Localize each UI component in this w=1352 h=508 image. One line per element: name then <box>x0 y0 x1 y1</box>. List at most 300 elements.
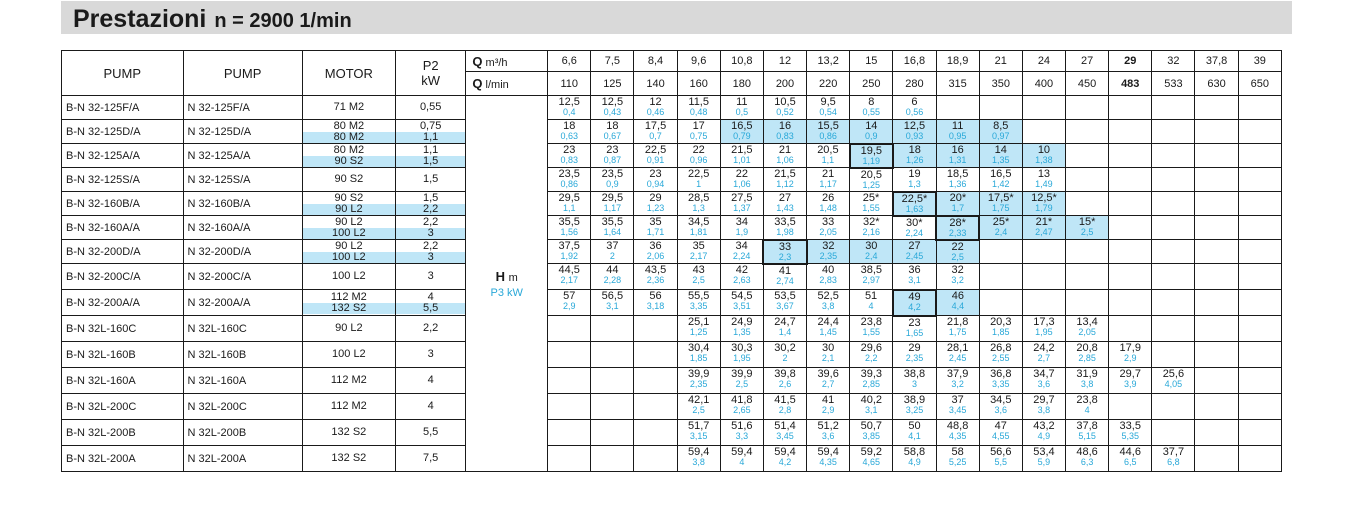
empty-cell <box>1195 420 1238 446</box>
table-row <box>62 316 1282 342</box>
p3-value: 4,55 <box>992 431 1010 441</box>
head-value: 15* <box>1078 216 1096 228</box>
p3-value: 2,85 <box>862 379 881 389</box>
speed-subtitle: n = 2900 1/min <box>214 10 352 32</box>
performance-cell <box>850 342 893 368</box>
empty-cell <box>1238 368 1281 394</box>
h-unit: m <box>508 271 518 284</box>
p3-value: 1,43 <box>776 203 794 213</box>
performance-cell <box>763 446 806 472</box>
empty-cell <box>1109 120 1152 144</box>
performance-cell <box>720 342 763 368</box>
p3-value: 2,85 <box>1078 353 1096 363</box>
empty-cell <box>1238 342 1281 368</box>
head-value: 35 <box>649 216 662 228</box>
head-value: 18 <box>908 144 921 156</box>
empty-cell <box>1152 342 1195 368</box>
p3-value: 2,5 <box>951 251 964 262</box>
pump-model-n: N 32-125D/A <box>183 120 302 144</box>
pump-model-n: N 32L-200B <box>183 420 302 446</box>
performance-cell <box>979 446 1022 472</box>
pump-model-bn: B-N 32-200C/A <box>62 264 184 290</box>
p3-value: 0,86 <box>819 131 837 141</box>
head-value: 33 <box>822 216 835 228</box>
pump-model-n: N 32-200A/A <box>183 290 302 316</box>
empty-cell <box>591 316 634 342</box>
p3-value: 1,55 <box>862 203 880 213</box>
empty-cell <box>548 368 591 394</box>
head-value: 22 <box>735 168 748 180</box>
empty-cell <box>548 394 591 420</box>
empty-cell <box>1238 120 1281 144</box>
empty-cell <box>591 394 634 420</box>
p3-value: 1,19 <box>862 155 881 166</box>
p3-value: 3,8 <box>1080 379 1094 389</box>
performance-cell <box>677 420 720 446</box>
head-value: 20* <box>949 192 967 204</box>
performance-cell <box>763 368 806 394</box>
pump-model-bn: B-N 32L-160C <box>62 316 184 342</box>
p3-value: 1,95 <box>733 353 751 363</box>
empty-cell <box>1238 290 1281 316</box>
head-value: 31,9 <box>1076 368 1098 380</box>
performance-cell <box>850 144 893 168</box>
empty-cell <box>1022 264 1065 290</box>
head-value: 37,7 <box>1162 446 1185 458</box>
p3-value: 2,2 <box>865 353 878 363</box>
motor-cell <box>302 264 395 290</box>
p3-value: 4,1 <box>908 431 921 441</box>
q-m3h-value: 27 <box>1066 51 1109 72</box>
empty-cell <box>1238 168 1281 192</box>
p3-value: 1,1 <box>821 155 835 165</box>
p3-value: 2,35 <box>905 353 924 363</box>
q-lmin-value: 250 <box>850 72 893 96</box>
empty-cell <box>979 240 1022 264</box>
performance-cell <box>1022 168 1065 192</box>
motor-value: 90 L2 <box>335 322 363 334</box>
performance-cell <box>634 144 677 168</box>
performance-cell <box>1152 446 1195 472</box>
motor-cell <box>302 394 395 420</box>
h-label <box>466 269 547 284</box>
head-value: 53,5 <box>774 290 796 302</box>
head-value: 20,5 <box>817 144 839 156</box>
head-value: 11 <box>951 120 964 132</box>
p3-value: 3,2 <box>951 379 964 389</box>
head-value: 33,5 <box>774 216 796 228</box>
performance-cell <box>936 342 979 368</box>
empty-cell <box>1195 216 1238 240</box>
pump-model-bn: B-N 32-125S/A <box>62 168 184 192</box>
performance-cell <box>936 240 979 264</box>
p3-value: 1,85 <box>992 327 1010 337</box>
p2-cell <box>395 216 465 240</box>
pump-model-bn: B-N 32-200D/A <box>62 240 184 264</box>
page-title <box>73 5 352 35</box>
head-value: 12 <box>649 96 662 108</box>
head-value: 39,9 <box>687 368 710 380</box>
head-value: 17,9 <box>1119 342 1141 354</box>
head-value: 40,2 <box>860 394 883 406</box>
p3-value: 1,55 <box>862 327 881 337</box>
empty-cell <box>634 368 677 394</box>
table-row <box>62 420 1282 446</box>
head-value: 50 <box>908 420 921 432</box>
performance-cell <box>1022 368 1065 394</box>
p3-value: 2,05 <box>1078 327 1096 337</box>
performance-cell <box>677 192 720 216</box>
head-value: 37,5 <box>558 240 580 252</box>
performance-cell <box>893 96 936 120</box>
performance-cell <box>893 264 936 290</box>
p2-cell <box>395 290 465 316</box>
p3-value: 1,01 <box>733 155 751 165</box>
head-value: 59,4 <box>687 446 710 458</box>
empty-cell <box>1238 394 1281 420</box>
p3-value: 2,45 <box>905 251 924 261</box>
performance-cell <box>720 120 763 144</box>
performance-cell <box>720 316 763 342</box>
performance-cell <box>763 216 806 240</box>
head-value: 59,4 <box>817 446 839 458</box>
empty-cell <box>1195 192 1238 216</box>
pump-model-bn: B-N 32-125F/A <box>62 96 184 120</box>
p3-value: 3,2 <box>951 275 964 285</box>
performance-cell <box>720 446 763 472</box>
performance-cell <box>677 342 720 368</box>
head-value: 12,5 <box>558 96 580 108</box>
head-value: 51 <box>864 290 878 302</box>
p3-value: 4,2 <box>778 457 792 467</box>
table-row <box>62 96 1282 120</box>
performance-cell <box>720 368 763 394</box>
performance-cell <box>893 192 936 216</box>
empty-cell <box>1238 420 1281 446</box>
performance-cell <box>720 96 763 120</box>
table-row <box>62 120 1282 144</box>
performance-cell <box>893 394 936 420</box>
performance-cell <box>807 446 850 472</box>
p3-value: 0,93 <box>905 131 924 141</box>
q-lmin-symbol: Q <box>472 76 483 91</box>
p3-value: 1,64 <box>603 227 622 237</box>
empty-cell <box>1238 264 1281 290</box>
performance-cell <box>936 446 979 472</box>
performance-cell <box>807 394 850 420</box>
p3-value: 5,9 <box>1037 457 1051 467</box>
performance-cell <box>634 192 677 216</box>
p3-value: 1,48 <box>819 203 837 213</box>
performance-cell <box>591 216 634 240</box>
p2-unit: kW <box>421 73 441 88</box>
performance-cell <box>893 420 936 446</box>
p3-value: 0,9 <box>865 131 878 141</box>
p3-value: 2,4 <box>994 227 1008 237</box>
head-value: 51,2 <box>817 420 839 432</box>
q-lmin-value: 350 <box>979 72 1022 96</box>
performance-cell <box>1066 420 1109 446</box>
performance-cell <box>720 290 763 316</box>
p3-label: P3 kW <box>490 286 523 299</box>
performance-cell <box>936 420 979 446</box>
head-value: 36 <box>908 264 921 276</box>
p3-value: 4,2 <box>908 301 921 312</box>
pump-model-bn: B-N 32L-200A <box>62 446 184 472</box>
p3-value: 2,1 <box>821 353 835 363</box>
performance-cell <box>850 316 893 342</box>
head-value: 23,5 <box>558 168 580 180</box>
empty-cell <box>1109 264 1152 290</box>
head-value: 13,4 <box>1076 316 1098 328</box>
empty-cell <box>1109 168 1152 192</box>
motor-value: 80 M2 <box>333 143 365 156</box>
p3-value: 0,86 <box>560 179 578 189</box>
head-value: 20,3 <box>990 316 1012 328</box>
performance-cell <box>677 216 720 240</box>
performance-cell <box>720 216 763 240</box>
motor-cell <box>302 216 395 240</box>
empty-cell <box>1066 290 1109 316</box>
head-value: 16,5 <box>990 168 1012 180</box>
table-row <box>62 216 1282 240</box>
head-value: 9,5 <box>820 96 836 108</box>
performance-cell <box>763 394 806 420</box>
empty-cell <box>634 342 677 368</box>
q-lmin-value: 180 <box>720 72 763 96</box>
p2-cell <box>395 192 465 216</box>
performance-cell <box>548 96 591 120</box>
p3-value: 3,1 <box>606 301 619 311</box>
head-value: 19 <box>908 168 921 180</box>
q-m3h-value: 21 <box>979 51 1022 72</box>
performance-cell <box>1022 342 1065 368</box>
p3-value: 1,63 <box>905 203 924 214</box>
pump-model-bn: B-N 32-125D/A <box>62 120 184 144</box>
p3-value: 0,83 <box>776 131 794 141</box>
head-value: 25* <box>992 216 1010 228</box>
p3-value: 2,33 <box>948 227 967 238</box>
p3-value: 2,35 <box>819 251 838 261</box>
head-value: 37,9 <box>946 368 969 380</box>
p3-value: 1,1 <box>562 203 576 213</box>
head-value: 29 <box>649 192 662 204</box>
p3-value: 0,79 <box>733 131 751 141</box>
h-symbol: H <box>495 268 506 284</box>
p3-value: 3,6 <box>1037 379 1051 389</box>
title-text: Prestazioni <box>73 5 207 33</box>
p3-value: 2,65 <box>733 405 751 415</box>
p2-value: 2,2 <box>423 322 439 334</box>
performance-cell <box>548 168 591 192</box>
empty-cell <box>1152 290 1195 316</box>
performance-cell <box>720 168 763 192</box>
performance-cell <box>850 168 893 192</box>
p2-value: 1,5 <box>396 156 465 167</box>
performance-cell <box>548 240 591 264</box>
head-value: 35,5 <box>558 216 580 228</box>
head-value: 21,5 <box>731 144 753 156</box>
p3-value: 6,3 <box>1080 457 1094 467</box>
pump-model-n: N 32L-200A <box>183 446 302 472</box>
head-value: 22,5* <box>901 192 928 205</box>
performance-cell <box>936 264 979 290</box>
motor-value: 90 S2 <box>303 156 395 167</box>
p3-value: 2,47 <box>1035 227 1053 237</box>
head-value: 21 <box>822 168 835 180</box>
motor-cell <box>302 446 395 472</box>
empty-cell <box>979 96 1022 120</box>
q-lmin-value: 140 <box>634 72 677 96</box>
p3-value: 4,9 <box>908 457 921 467</box>
p2-cell <box>395 420 465 446</box>
empty-cell <box>979 290 1022 316</box>
p3-value: 1,17 <box>819 179 837 189</box>
p3-value: 1,45 <box>819 327 837 337</box>
head-value: 14 <box>994 144 1007 156</box>
q-m3h-value: 13,2 <box>807 51 850 72</box>
performance-cell <box>1066 368 1109 394</box>
performance-cell <box>807 368 850 394</box>
motor-cell <box>302 290 395 316</box>
p2-value: 1,1 <box>423 143 439 156</box>
head-value: 29,5 <box>601 192 624 204</box>
p3-value: 5,5 <box>994 457 1008 467</box>
motor-cell <box>302 168 395 192</box>
performance-cell <box>763 342 806 368</box>
performance-cell <box>893 368 936 394</box>
table-row <box>62 168 1282 192</box>
head-value: 58,8 <box>903 446 926 458</box>
p3-value: 2,36 <box>646 275 665 285</box>
p3-value: 1,49 <box>1035 179 1053 189</box>
motor-cell <box>302 240 395 264</box>
q-lmin-value: 220 <box>807 72 850 96</box>
head-value: 43,2 <box>1033 420 1055 432</box>
p3-value: 0,67 <box>603 131 622 141</box>
p3-value: 5,35 <box>1121 431 1140 441</box>
performance-cell <box>936 394 979 420</box>
empty-cell <box>634 420 677 446</box>
empty-cell <box>979 264 1022 290</box>
performance-cell <box>936 316 979 342</box>
head-value: 20,8 <box>1076 342 1098 354</box>
p3-value: 2,35 <box>689 379 708 389</box>
pump-model-bn: B-N 32-200A/A <box>62 290 184 316</box>
p3-value: 4,05 <box>1164 379 1183 389</box>
performance-cell <box>807 96 850 120</box>
p3-value: 1,12 <box>776 179 794 189</box>
q-lmin-value: 125 <box>591 72 634 96</box>
head-value: 14 <box>865 120 878 132</box>
empty-cell <box>1152 192 1195 216</box>
head-value: 30,2 <box>774 342 796 354</box>
p2-cell <box>395 394 465 420</box>
motor-cell <box>302 192 395 216</box>
performance-cell <box>677 368 720 394</box>
q-m3h-value: 6,6 <box>548 51 591 72</box>
empty-cell <box>1195 144 1238 168</box>
performance-cell <box>1152 368 1195 394</box>
head-value: 39,8 <box>774 368 796 380</box>
head-value: 27 <box>778 192 792 204</box>
motor-value: 90 L2 <box>335 215 363 228</box>
p2-value: 7,5 <box>423 452 439 464</box>
head-value: 46 <box>951 290 964 302</box>
p3-value: 2,7 <box>821 379 835 389</box>
table-row <box>62 290 1282 316</box>
motor-cell <box>302 420 395 446</box>
head-value: 12,5 <box>601 96 624 108</box>
performance-cell <box>720 144 763 168</box>
q-m3h-value: 12 <box>763 51 806 72</box>
p3-value: 2,74 <box>776 275 794 286</box>
motor-cell <box>302 144 395 168</box>
head-value: 17 <box>692 120 705 132</box>
pump-model-bn: B-N 32-125A/A <box>62 144 184 168</box>
motor-value: 100 L2 <box>303 252 395 263</box>
performance-cell <box>1109 420 1152 446</box>
p3-value: 1,95 <box>1035 327 1053 337</box>
p3-value: 0,4 <box>562 107 576 117</box>
p3-value: 1,75 <box>948 327 967 337</box>
p3-value: 4 <box>1084 405 1090 415</box>
performance-cell <box>634 216 677 240</box>
p2-value: 2,2 <box>396 204 465 215</box>
performance-cell <box>979 316 1022 342</box>
head-value: 29,7 <box>1033 394 1055 406</box>
empty-cell <box>1066 96 1109 120</box>
col-header-motor: MOTOR <box>302 51 395 96</box>
empty-cell <box>1066 264 1109 290</box>
empty-cell <box>548 316 591 342</box>
p3-value: 6,8 <box>1167 457 1180 467</box>
head-value: 37,8 <box>1076 420 1098 432</box>
p3-value: 4,4 <box>951 301 965 311</box>
performance-cell <box>763 264 806 290</box>
head-value: 49 <box>908 290 921 303</box>
empty-cell <box>1022 290 1065 316</box>
head-value: 28* <box>949 216 966 229</box>
empty-cell <box>1195 394 1238 420</box>
table-row <box>62 192 1282 216</box>
performance-cell <box>1066 446 1109 472</box>
performance-cell <box>979 168 1022 192</box>
performance-cell <box>763 96 806 120</box>
performance-cell <box>1022 192 1065 216</box>
p3-value: 0,63 <box>560 131 578 141</box>
empty-cell <box>591 420 634 446</box>
p3-value: 4,35 <box>948 431 967 441</box>
head-value: 26,8 <box>990 342 1012 354</box>
empty-cell <box>1195 168 1238 192</box>
p3-value: 0,54 <box>819 107 837 117</box>
head-value: 24,9 <box>731 316 753 328</box>
p3-value: 4,9 <box>1037 431 1051 441</box>
head-value: 47 <box>994 420 1007 432</box>
performance-cell <box>936 120 979 144</box>
motor-value: 100 L2 <box>332 348 366 360</box>
p3-value: 0,52 <box>776 107 794 117</box>
p3-value: 1,56 <box>560 227 578 237</box>
motor-value: 80 M2 <box>333 119 365 132</box>
empty-cell <box>936 96 979 120</box>
performance-cell <box>1022 316 1065 342</box>
empty-cell <box>1152 264 1195 290</box>
performance-cell <box>763 290 806 316</box>
performance-cell <box>763 120 806 144</box>
performance-cell <box>979 342 1022 368</box>
